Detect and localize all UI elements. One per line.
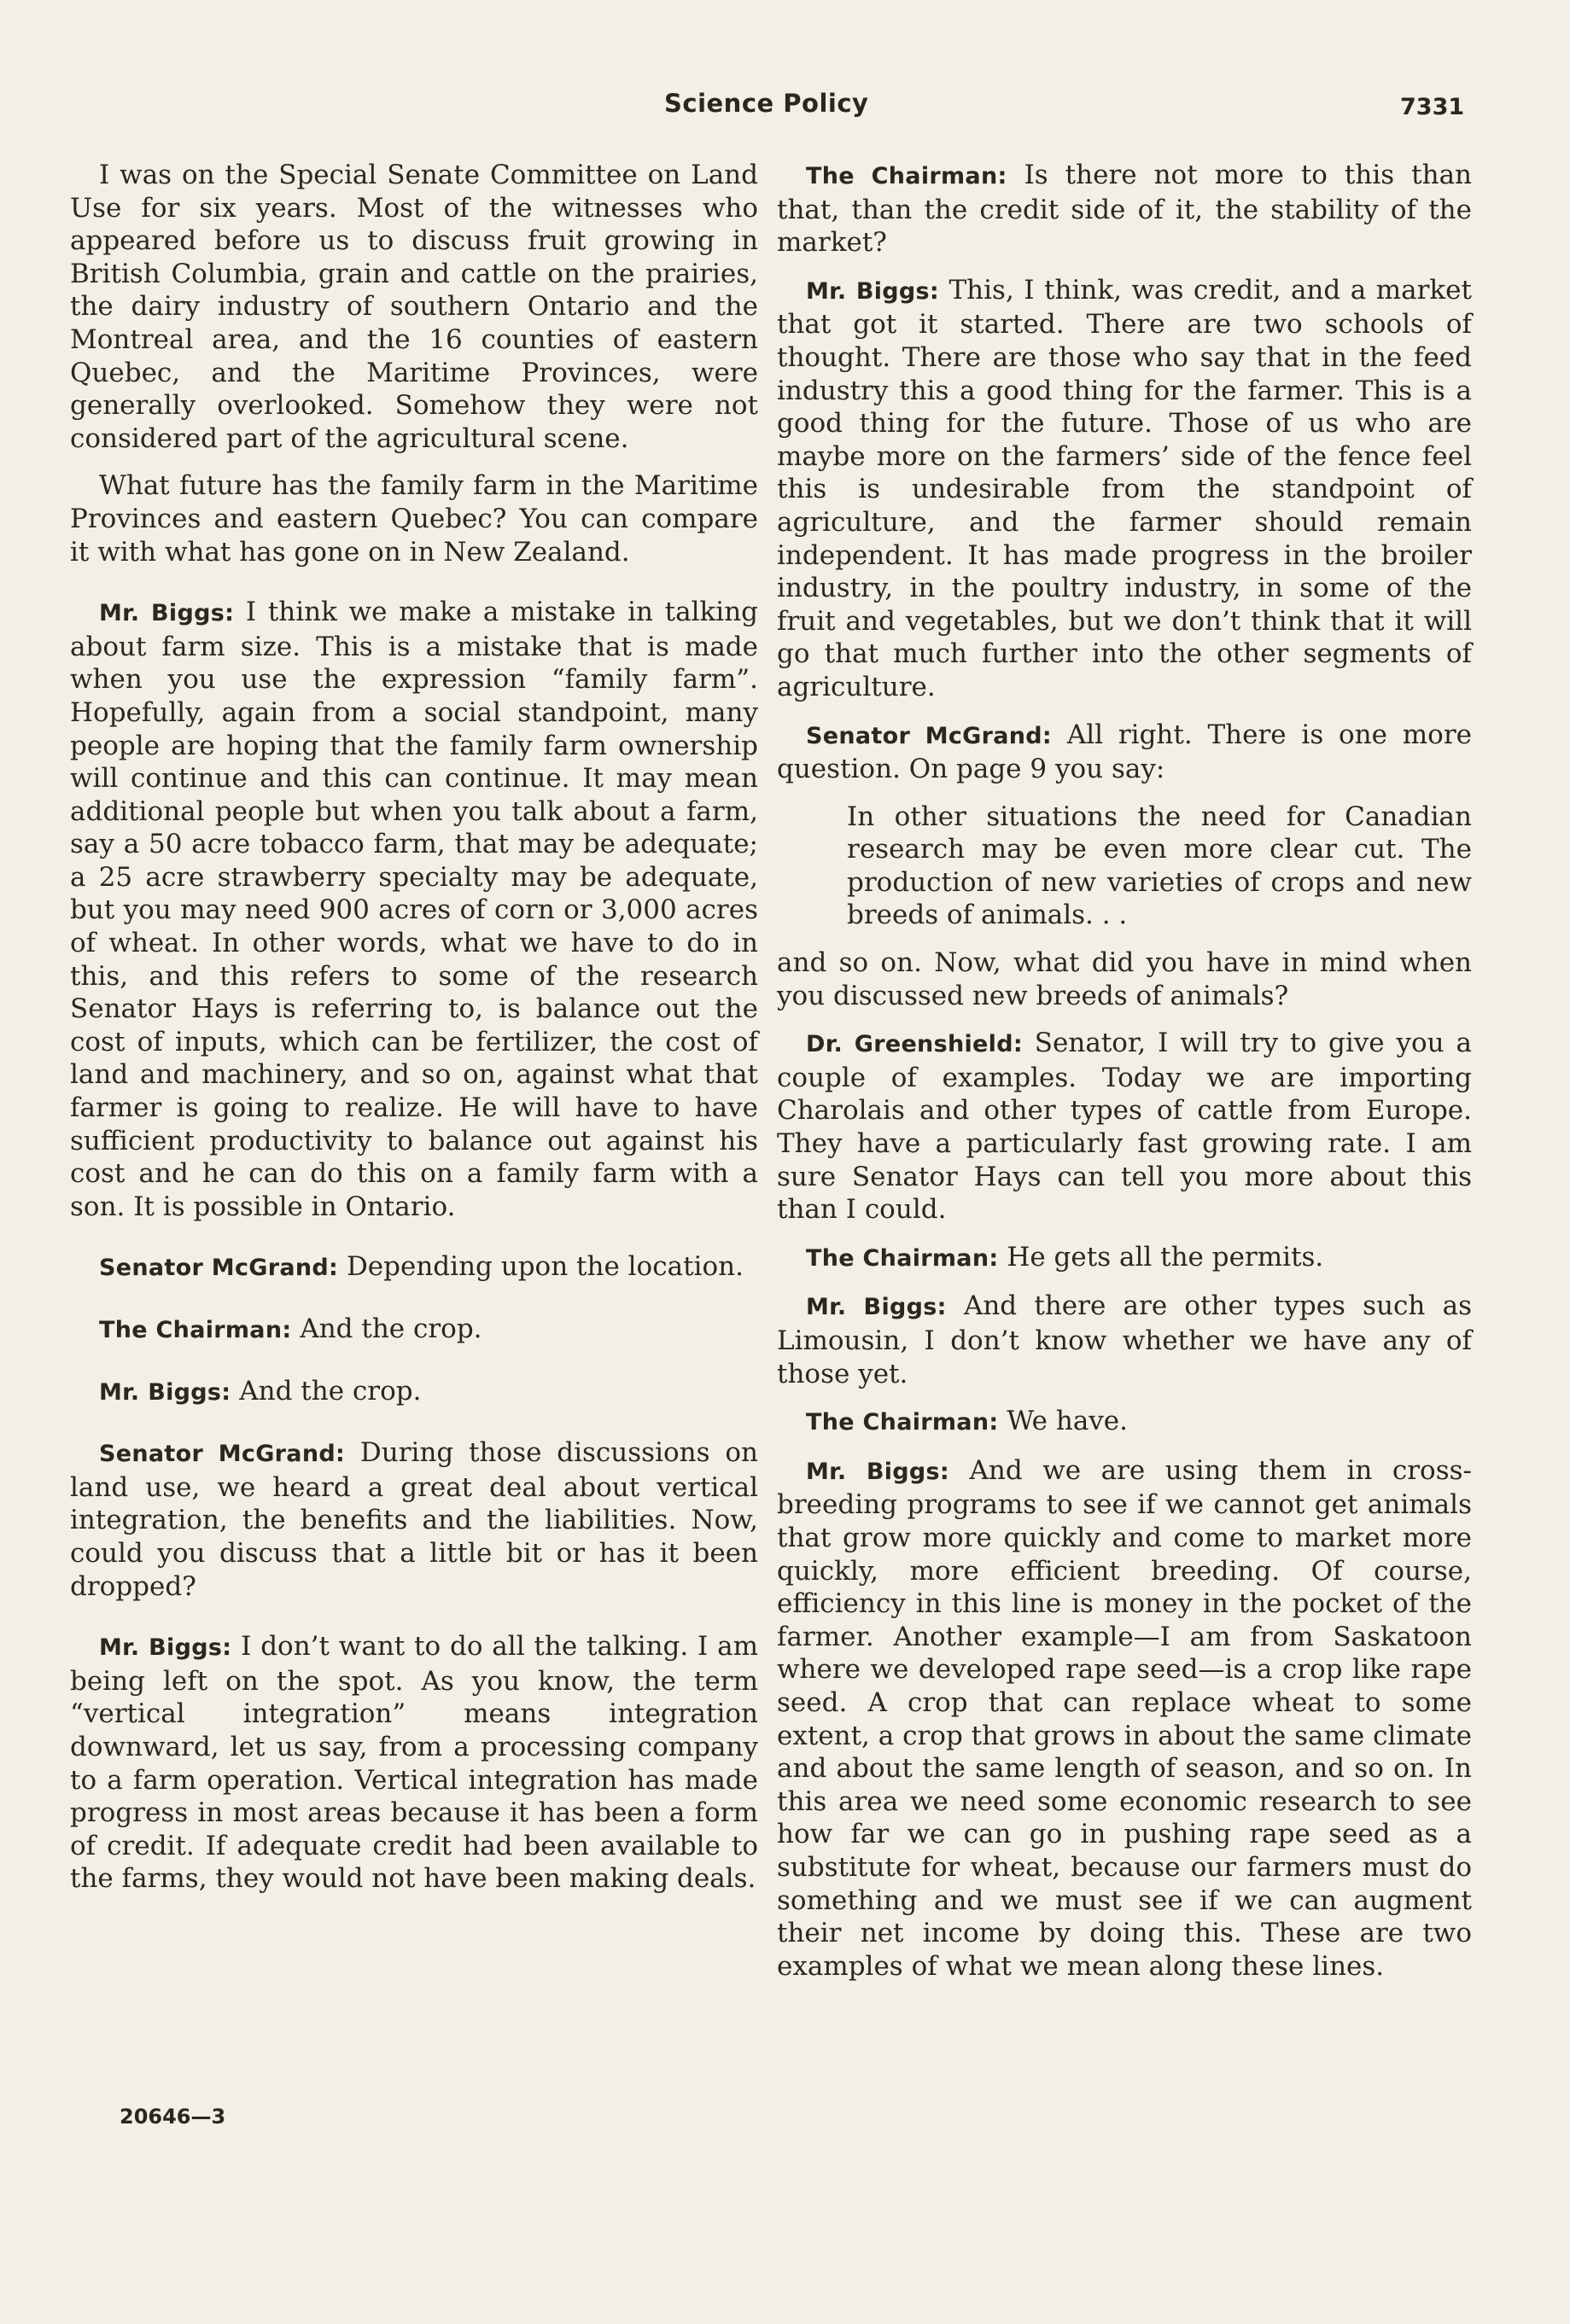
speaker-name: The Chairman:	[806, 1409, 999, 1436]
paragraph-text: During those discussions on land use, we heard a great deal about vertical integration, the benefits and the liabilities. Now, could you discuss that a little bit or has it been dropped?	[70, 1437, 758, 1602]
paragraph-text: What future has the family farm in the Maritime Provinces and eastern Quebec? You can compare it with what has gone on in New Zealand.	[70, 470, 758, 568]
quote-text: In other situations the need for Canadian research may be even more clear cut. The production of new varieties of crops and new breeds of animals. . .	[847, 801, 1472, 931]
speaker-paragraph	[777, 1027, 1472, 1226]
paragraph-text: I don’t want to do all the talking. I am being left on the spot. As you know, the term “vertical integration” means integration downward, let us say, from a processing company to a farm operation. Vertical integration has made progress in most areas because it has been a form of credit. If adequate credit had been available to the farms, they would not have been making deals.	[70, 1631, 758, 1895]
speaker-paragraph	[777, 1241, 1472, 1276]
speaker-name: The Chairman:	[806, 1244, 999, 1272]
left-column	[70, 159, 758, 1910]
speaker-name: Senator McGrand:	[99, 1255, 339, 1282]
signature-code: 20646—3	[120, 2105, 226, 2129]
paragraph-text: And the crop.	[239, 1375, 422, 1407]
paragraph	[70, 469, 758, 568]
paragraph-text: Senator, I will try to give you a couple of examples. Today we are importing Charolais and other types of cattle from Europe. They have a particularly fast growing rate. I am sure Senator Hays can tell you more about this than I could.	[777, 1028, 1472, 1226]
paragraph	[70, 159, 758, 455]
paragraph-text: I think we make a mistake in talking about farm size. This is a mistake that is made when you use the expression “family farm”. Hopefully, again from a social standpoint, many people are hoping that the family farm ownership will continue and this can continue. It may mean additional people but when you talk about a farm, say a 50 acre tobacco farm, that may be adequate; a 25 acre strawberry specialty may be adequate, but you may need 900 acres of corn or 3,000 acres of wheat. In other words, what we have to do in this, and this refers to some of the research Senator Hays is referring to, is balance out the cost of inputs, which can be fertilizer, the cost of land and machinery, and so on, against what that farmer is going to realize. He will have to have sufficient productivity to balance out against his cost and he can do this on a family farm with a son. It is possible in Ontario.	[70, 597, 759, 1222]
speaker-paragraph	[777, 719, 1472, 786]
paragraph-text: All right. There is one more question. On page 9 you say:	[777, 719, 1473, 785]
speaker-paragraph	[777, 1405, 1472, 1440]
speaker-name: Mr. Biggs:	[99, 1634, 232, 1662]
speaker-name: The Chairman:	[806, 163, 1007, 189]
speaker-name: Senator McGrand:	[99, 1441, 346, 1468]
paragraph-text: Depending upon the location.	[346, 1251, 744, 1283]
page-number: 7331	[1400, 94, 1465, 120]
speaker-paragraph	[70, 1436, 758, 1603]
paragraph-text: I was on the Special Senate Committee on Land Use for six years. Most of the witnesses who appeared before us to discuss fruit growing in British Columbia, grain and cattle on the prairies, the dairy industry of southern Ontario and the Montreal area, and the 16 counties of eastern Quebec, and the Maritime Provinces, were generally overlooked. Somehow they were not considered part of the agricultural scene.	[70, 160, 758, 454]
paragraph-text: This, I think, was credit, and a market that got it started. There are two schools of thought. There are those who say that in the feed industry this a good thing for the farmer. This is a good thing for the future. Those of us who are maybe more on the farmers’ side of the fence feel this is undesirable from the standpoint of agriculture, and the farmer should remain independent. It has made progress in the broiler industry, in the poultry industry, in some of the fruit and vegetables, but we don’t think that it will go that much further into the other segments of agriculture.	[777, 274, 1472, 702]
speaker-paragraph	[70, 1630, 758, 1896]
paragraph-text: Is there not more to this than that, than the credit side of it, the stability of the market?	[777, 160, 1473, 259]
speaker-name: Mr. Biggs:	[806, 1458, 949, 1485]
running-title: Science Policy	[664, 89, 869, 118]
paragraph-text: And there are other types such as Limousin, I don’t know whether we have any of those yet.	[777, 1290, 1472, 1389]
speaker-paragraph	[777, 274, 1472, 704]
speaker-paragraph	[70, 1250, 758, 1285]
speaker-paragraph	[777, 1454, 1472, 1983]
right-column	[777, 159, 1472, 1997]
running-header	[0, 89, 1570, 131]
paragraph-text: and so on. Now, what did you have in mind when you discussed new breeds of animals?	[777, 947, 1472, 1011]
paragraph-text: And we are using them in cross-breeding programs to see if we cannot get animals that grow more quickly and come to market more quickly, more efficient breeding. Of course, efficiency in this line is money in the pocket of the farmer. Another example—I am from Saskatoon where we developed rape seed—is a crop like rape seed. A crop that can replace wheat to some extent, a crop that grows in about the same climate and about the same length of season, and so on. In this area we need some economic research to see how far we can go in pushing rape seed as a substitute for wheat, because our farmers must do something and we must see if we can augment their net income by doing this. These are two examples of what we mean along these lines.	[777, 1454, 1472, 1982]
speaker-name: Mr. Biggs:	[99, 600, 235, 627]
paragraph-text: We have.	[1007, 1406, 1129, 1437]
speaker-paragraph	[70, 1375, 758, 1410]
speaker-name: Dr. Greenshield:	[806, 1031, 1023, 1058]
speaker-paragraph	[70, 1313, 758, 1348]
speaker-paragraph	[777, 1290, 1472, 1390]
speaker-name: Mr. Biggs:	[806, 277, 939, 305]
speaker-name: Mr. Biggs:	[99, 1378, 231, 1406]
paragraph-text: And the crop.	[300, 1313, 482, 1344]
paragraph	[777, 946, 1472, 1012]
paragraph-text: He gets all the permits.	[1007, 1241, 1324, 1273]
speaker-name: Senator McGrand:	[806, 722, 1053, 749]
speaker-paragraph	[777, 159, 1472, 259]
block-quote	[777, 801, 1472, 932]
speaker-name: The Chairman:	[99, 1317, 292, 1343]
speaker-paragraph	[70, 596, 758, 1223]
speaker-name: Mr. Biggs:	[806, 1294, 947, 1321]
